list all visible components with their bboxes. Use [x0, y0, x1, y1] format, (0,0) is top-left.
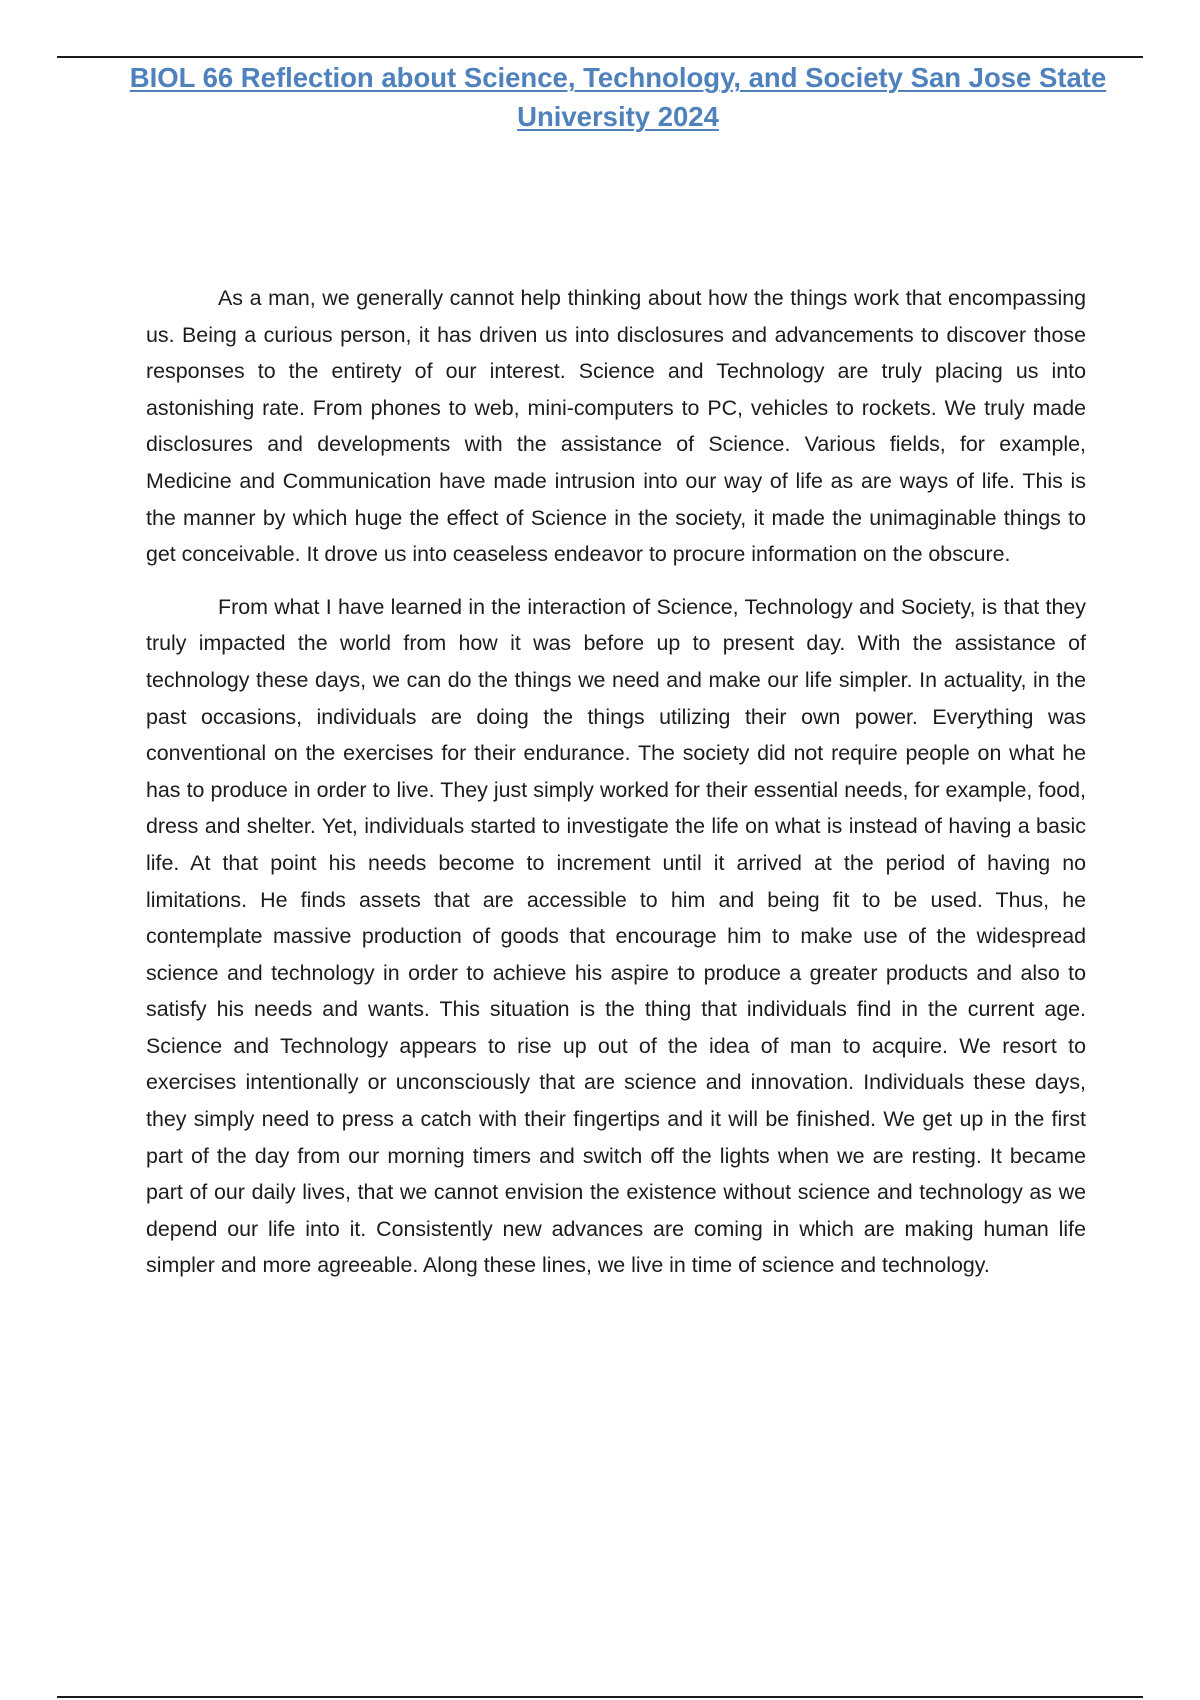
document-body: [146, 280, 1086, 1300]
paragraph-1: As a man, we generally cannot help thinking about how the things work that encompassing us. Being a curious person, it has driven us into disclosures and advancements to discover those responses to the entirety of our interest. Science and Technology are truly placing us into astonishing rate. From phones to web, mini-computers to PC, vehicles to rockets. We truly made disclosures and developments with the assistance of Science. Various fields, for example, Medicine and Communication have made intrusion into our way of life as are ways of life. This is the manner by which huge the effect of Science in the society, it made the unimaginable things to get conceivable. It drove us into ceaseless endeavor to procure information on the obscure.: [146, 286, 1086, 567]
document-title[interactable]: BIOL 66 Reflection about Science, Technology, and Society San Jose State University 2024: [129, 62, 1107, 132]
footer-rule: [57, 1696, 1143, 1698]
paragraph-2: From what I have learned in the interaction of Science, Technology and Society, is that they truly impacted the world from how it was before up to present day. With the assistance of technology these days, we can do the things we need and make our life simpler. In actuality, in the past occasions, individuals are doing the things utilizing their own power. Everything was conventional on the exercises for their endurance. The society did not require people on what he has to produce in order to live. They just simply worked for their essential needs, for example, food, dress and shelter. Yet, individuals started to investigate the life on what is instead of having a basic life. At that point his needs become to increment until it arrived at the period of having no limitations. He finds assets that are accessible to him and being fit to be used. Thus, he contemplate massive production of goods that encourage him to make use of the widespread science and technology in order to achieve his aspire to produce a greater products and also to satisfy his needs and wants. This situation is the thing that individuals find in the current age. Science and Technology appears to rise up out of the idea of man to acquire. We resort to exercises intentionally or unconsciously that are science and innovation. Individuals these days, they simply need to press a catch with their fingertips and it will be finished. We get up in the first part of the day from our morning timers and switch off the lights when we are resting. It became part of our daily lives, that we cannot envision the existence without science and technology as we depend our life into it. Consistently new advances are coming in which are making human life simpler and more agreeable. Along these lines, we live in time of science and technology.: [146, 594, 1086, 1278]
